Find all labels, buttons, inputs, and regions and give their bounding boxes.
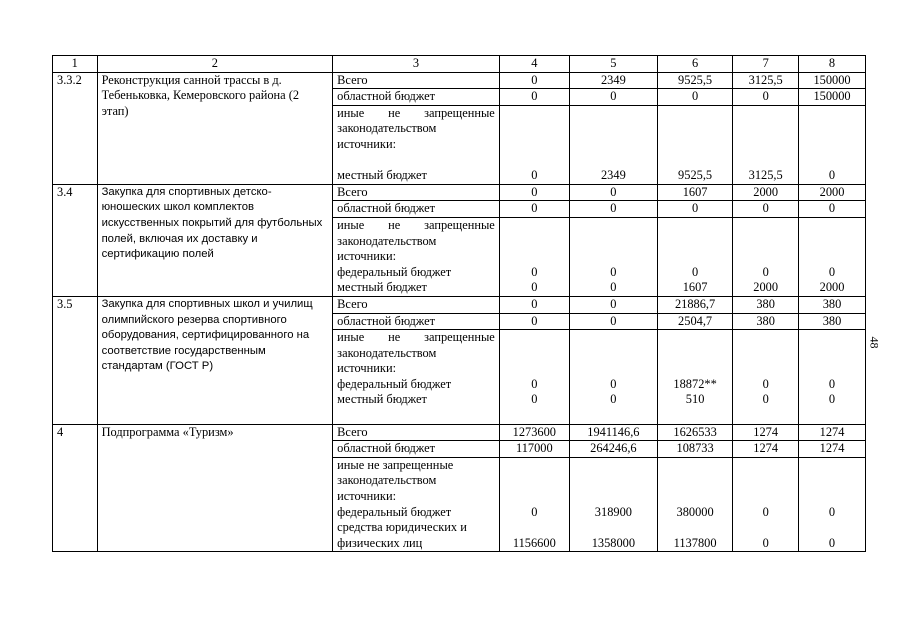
- row-number: 3.5: [53, 296, 98, 424]
- value-cell: 0: [499, 296, 569, 313]
- value-cell: 0: [799, 201, 866, 218]
- legal-value: 0: [762, 535, 769, 550]
- table-row: [53, 72, 866, 89]
- other-sources-label: иные не запрещенные законодательством источники:: [337, 457, 454, 504]
- value-cell: 1607: [657, 184, 732, 201]
- value-cell: 264246,6: [569, 441, 657, 458]
- federal-value: 0: [531, 376, 538, 391]
- value-cell: 380: [799, 313, 866, 330]
- value-cell: 0: [657, 89, 732, 106]
- value-cell: [569, 105, 657, 184]
- value-cell: [733, 217, 799, 296]
- other-sources-label: иные не запрещенные законодательством источники:: [337, 330, 495, 376]
- value-cell: 3125,5: [733, 72, 799, 89]
- value-cell: [499, 330, 569, 425]
- source-label: Всего: [333, 184, 500, 201]
- federal-value: 18872**: [673, 376, 717, 391]
- value-cell: 0: [569, 313, 657, 330]
- item-name: Закупка для спортивных детско-юношеских школ комплектов искусственных покрытий для футбольных полей, включая их доставку и сертификацию полей: [97, 184, 333, 296]
- local-value: 0: [610, 392, 617, 407]
- value-cell: [569, 457, 657, 552]
- value-cell: [733, 457, 799, 552]
- value-cell: [799, 457, 866, 552]
- value-cell: 0: [733, 201, 799, 218]
- value-cell: 0: [499, 72, 569, 89]
- legal-value: 1156600: [512, 535, 556, 550]
- federal-value: 0: [531, 504, 538, 519]
- local-budget-label: местный бюджет: [337, 168, 427, 183]
- other-sources-label: иные не запрещенные законодательством источники:: [337, 217, 495, 264]
- value-cell: 9525,5: [657, 72, 732, 89]
- value-cell: 1274: [733, 441, 799, 458]
- source-label: Всего: [333, 296, 500, 313]
- item-name: Подпрограмма «Туризм»: [97, 424, 333, 552]
- legal-value: 0: [828, 535, 836, 550]
- header-cell: 1: [53, 56, 98, 73]
- local-value: 0: [828, 392, 836, 407]
- legal-value: 1137800: [673, 535, 717, 550]
- federal-value: 0: [691, 264, 699, 279]
- budget-table: [52, 55, 866, 552]
- local-budget-label: местный бюджет: [337, 392, 427, 407]
- value-cell: [499, 105, 569, 184]
- value-cell: [733, 105, 799, 184]
- value-cell: [733, 330, 799, 425]
- value-cell: 2349: [569, 72, 657, 89]
- table-row: [53, 296, 866, 313]
- federal-value: 0: [762, 264, 769, 279]
- value-cell: 2000: [733, 184, 799, 201]
- value-cell: [657, 330, 732, 425]
- header-cell: 3: [333, 56, 500, 73]
- value-cell: 0: [569, 184, 657, 201]
- source-label: областной бюджет: [333, 89, 500, 106]
- local-value: 0: [531, 168, 538, 183]
- source-label: областной бюджет: [333, 313, 500, 330]
- federal-budget-label: федеральный бюджет: [337, 376, 452, 391]
- federal-value: 380000: [676, 504, 714, 519]
- value-cell: [657, 105, 732, 184]
- value-cell: 1274: [733, 424, 799, 441]
- value-cell: 1626533: [657, 424, 732, 441]
- legal-entities-label: средства юридических и физических лиц: [337, 520, 467, 550]
- value-cell: 380: [733, 296, 799, 313]
- source-label: [333, 105, 500, 184]
- local-value: 0: [762, 392, 769, 407]
- value-cell: 21886,7: [657, 296, 732, 313]
- federal-value: 0: [762, 504, 769, 519]
- header-cell: 6: [657, 56, 732, 73]
- value-cell: 1274: [799, 441, 866, 458]
- federal-budget-label: федеральный бюджет: [337, 264, 452, 279]
- value-cell: 0: [733, 89, 799, 106]
- header-cell: 4: [499, 56, 569, 73]
- other-sources-label: иные не запрещенные законодательством источники:: [337, 105, 495, 151]
- source-label: областной бюджет: [333, 201, 500, 218]
- value-cell: 108733: [657, 441, 732, 458]
- value-cell: 0: [499, 89, 569, 106]
- federal-value: 0: [610, 376, 617, 391]
- federal-value: 318900: [594, 504, 632, 519]
- value-cell: 0: [499, 313, 569, 330]
- value-cell: [657, 217, 732, 296]
- local-value: 2000: [819, 280, 845, 295]
- legal-value: 1358000: [591, 535, 636, 550]
- local-value: 510: [685, 392, 705, 407]
- federal-value: 0: [610, 264, 617, 279]
- local-value: 0: [531, 280, 538, 295]
- source-label: [333, 457, 500, 552]
- value-cell: 0: [499, 201, 569, 218]
- source-label: [333, 217, 500, 296]
- value-cell: [499, 457, 569, 552]
- value-cell: 150000: [799, 72, 866, 89]
- value-cell: 0: [569, 201, 657, 218]
- source-label: [333, 330, 500, 425]
- federal-value: 0: [828, 376, 836, 391]
- item-name: Закупка для спортивных школ и училищ олимпийского резерва спортивного оборудования, сертифицированного на соответствие государственным стандартам (ГОСТ Р): [97, 296, 333, 424]
- federal-value: 0: [828, 264, 836, 279]
- value-cell: 380: [799, 296, 866, 313]
- value-cell: 0: [499, 184, 569, 201]
- value-cell: 2504,7: [657, 313, 732, 330]
- header-cell: 7: [733, 56, 799, 73]
- source-label: Всего: [333, 72, 500, 89]
- federal-value: 0: [531, 264, 538, 279]
- row-number: 3.4: [53, 184, 98, 296]
- header-row: [53, 56, 866, 73]
- value-cell: 2000: [799, 184, 866, 201]
- header-cell: 2: [97, 56, 333, 73]
- local-value: 0: [531, 392, 538, 407]
- source-label: Всего: [333, 424, 500, 441]
- local-value: 3125,5: [748, 168, 783, 183]
- local-value: 9525,5: [678, 168, 713, 183]
- value-cell: [657, 457, 732, 552]
- value-cell: 0: [657, 201, 732, 218]
- local-value: 0: [828, 168, 836, 183]
- local-value: 2349: [600, 168, 626, 183]
- value-cell: 1941146,6: [569, 424, 657, 441]
- value-cell: [569, 217, 657, 296]
- local-budget-label: местный бюджет: [337, 280, 427, 295]
- item-name: Реконструкция санной трассы в д. Тебеньковка, Кемеровского района (2 этап): [97, 72, 333, 184]
- value-cell: 1273600: [499, 424, 569, 441]
- source-label: областной бюджет: [333, 441, 500, 458]
- value-cell: [499, 217, 569, 296]
- value-cell: [799, 105, 866, 184]
- table-row: [53, 424, 866, 441]
- value-cell: 0: [569, 296, 657, 313]
- value-cell: 0: [569, 89, 657, 106]
- header-cell: 5: [569, 56, 657, 73]
- federal-value: 0: [828, 504, 836, 519]
- local-value: 0: [610, 280, 617, 295]
- row-number: 3.3.2: [53, 72, 98, 184]
- value-cell: 150000: [799, 89, 866, 106]
- value-cell: 117000: [499, 441, 569, 458]
- value-cell: [799, 330, 866, 425]
- page-number: 48: [867, 336, 882, 349]
- table-row: [53, 184, 866, 201]
- row-number: 4: [53, 424, 98, 552]
- value-cell: 1274: [799, 424, 866, 441]
- header-cell: 8: [799, 56, 866, 73]
- value-cell: 380: [733, 313, 799, 330]
- value-cell: [799, 217, 866, 296]
- federal-value: 0: [762, 376, 769, 391]
- local-value: 2000: [753, 280, 779, 295]
- local-value: 1607: [682, 280, 708, 295]
- federal-budget-label: федеральный бюджет: [337, 504, 452, 519]
- value-cell: [569, 330, 657, 425]
